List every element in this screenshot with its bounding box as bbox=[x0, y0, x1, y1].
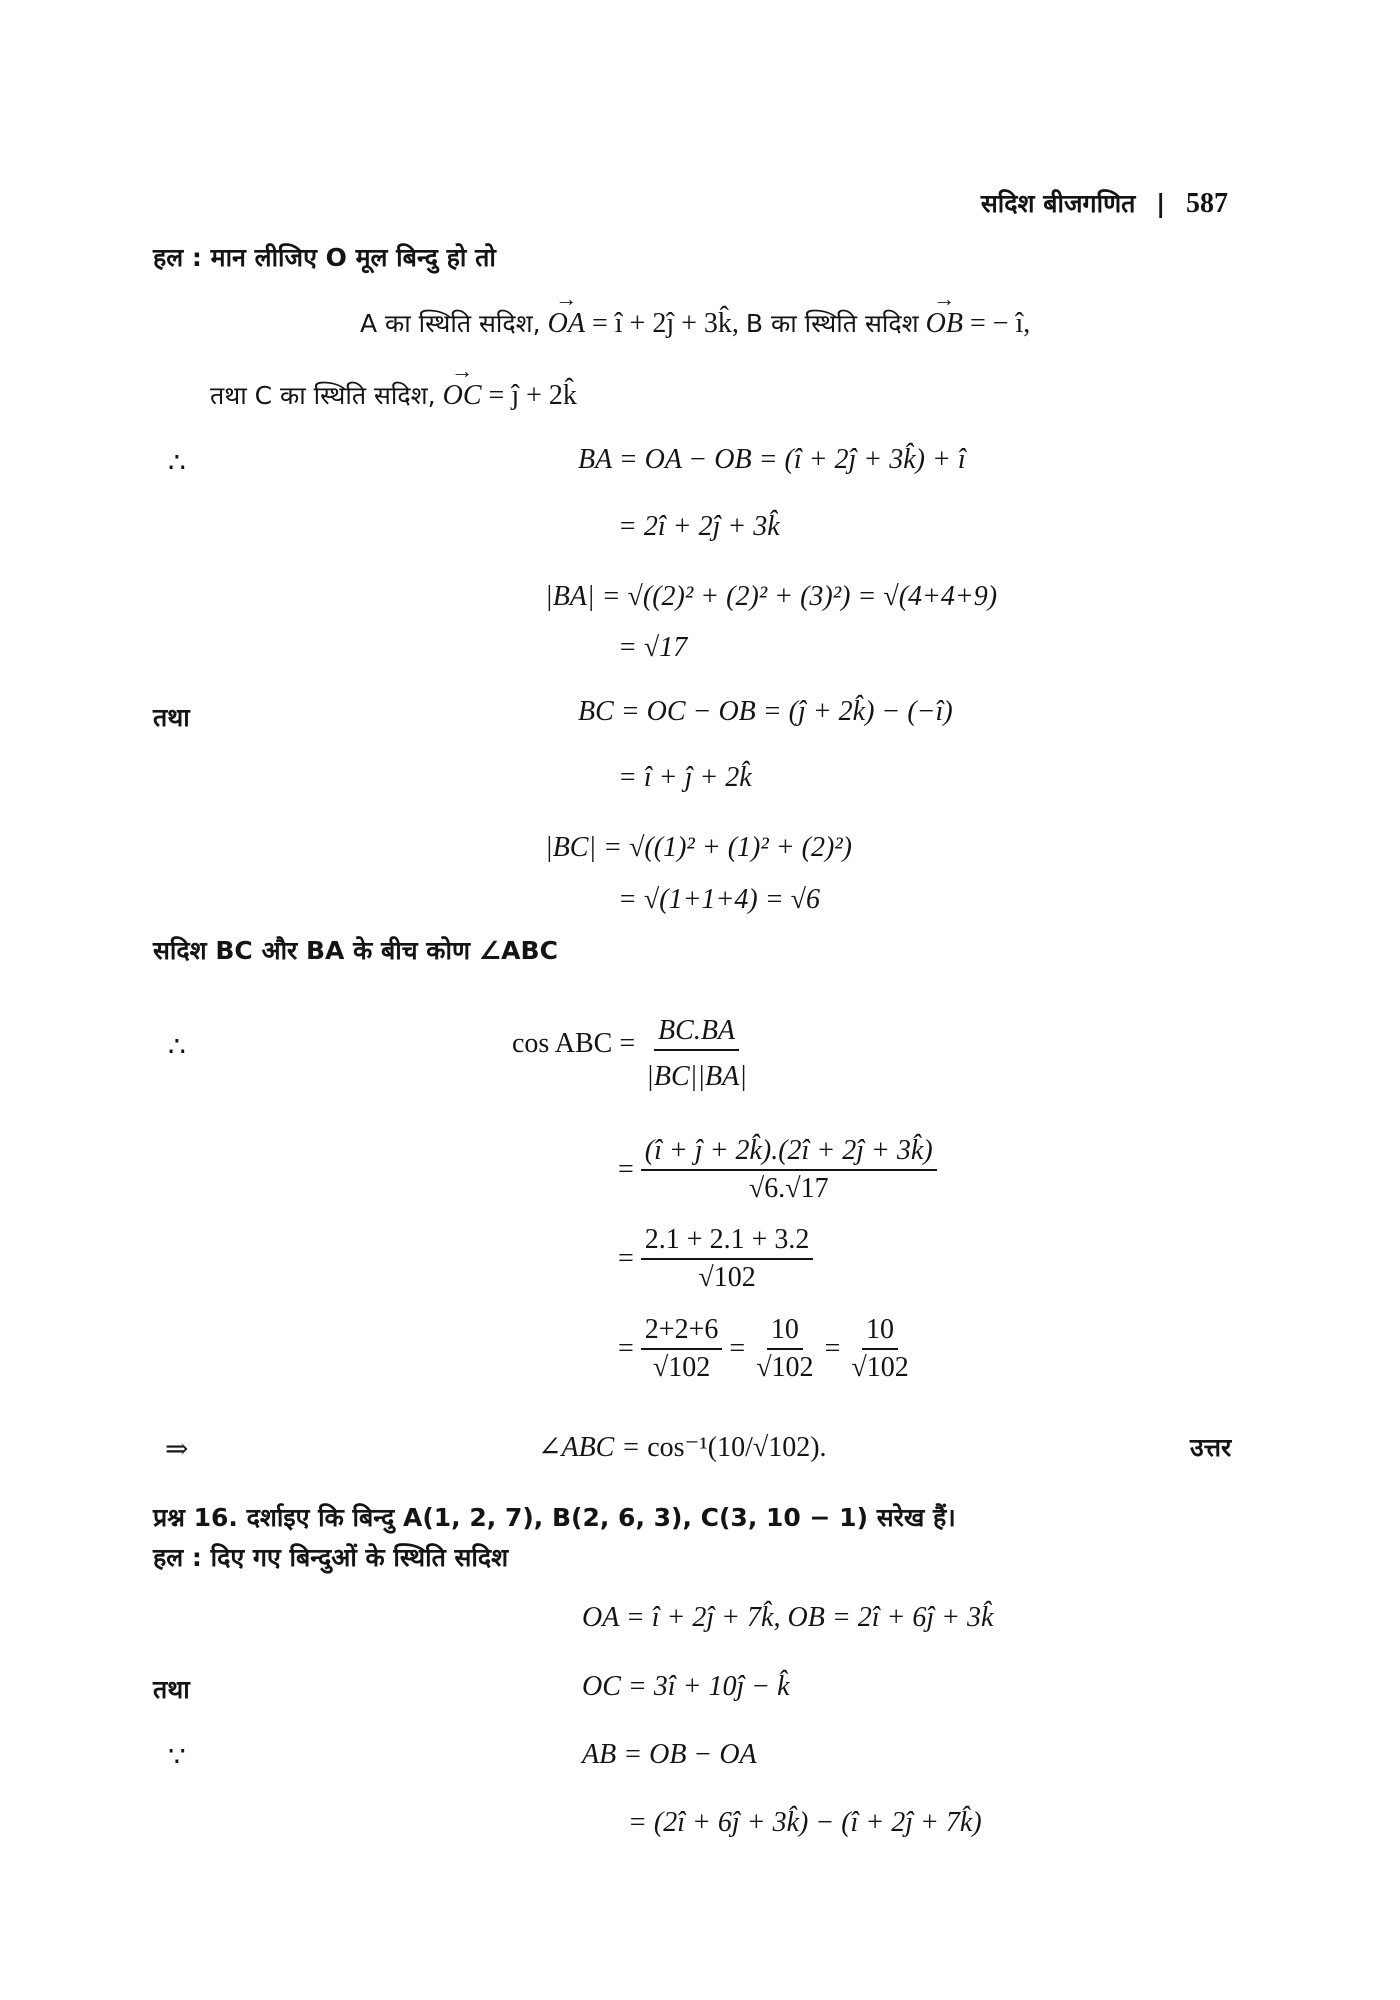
position-vector-a-line bbox=[360, 306, 1030, 340]
step-2: = $\frac{2.1 + 2.1 + 3.2}{√102}$ bbox=[618, 1224, 813, 1294]
therefore-symbol: ∴ bbox=[168, 448, 186, 479]
step-3: = $\frac{2+2+6}{√102}$ = $\frac{10}{√102}$ = $\frac{10}{√102}$ bbox=[618, 1314, 913, 1384]
oa-ob-line: OA = î + 2ĵ + 7k̂, OB = 2î + 6ĵ + 3k̂ bbox=[582, 1602, 994, 1633]
step-1: = $\frac{(î + ĵ + 2k̂).(2î + 2ĵ + 3k̂)}{√6.√17}$ bbox=[618, 1135, 937, 1205]
step-1-numerator: (î + ĵ + 2k̂).(2î + 2ĵ + 3k̂) bbox=[641, 1135, 937, 1171]
oc-line: OC = 3î + 10ĵ − k̂ bbox=[582, 1671, 790, 1702]
step-3-fraction-b: $\frac{10}{√102}$ bbox=[756, 1314, 814, 1383]
page-number: 587 bbox=[1186, 188, 1228, 219]
ba-result: = 2î + 2ĵ + 3k̂ bbox=[618, 511, 780, 542]
final-lhs: ∠ABC = bbox=[538, 1432, 641, 1463]
position-a-prefix: A का स्थिति सदिश, bbox=[360, 309, 541, 338]
final-result bbox=[538, 1430, 827, 1464]
step-2-fraction bbox=[641, 1224, 814, 1294]
ob-expression: = − î, bbox=[969, 308, 1031, 339]
step-1-denominator: √6.√17 bbox=[748, 1173, 829, 1204]
step-3-fraction-a: $\frac{2+2+6}{√102}$ bbox=[641, 1314, 723, 1384]
ba-magnitude: |BA| = √((2)² + (2)² + (3)²) = √(4+4+9) bbox=[545, 581, 998, 612]
tatha-label-2: तथा bbox=[153, 1675, 190, 1704]
therefore-symbol-2: ∴ bbox=[168, 1032, 186, 1063]
position-vector-c-line bbox=[210, 378, 577, 412]
step-3-fraction-c: $\frac{10}{√102}$ bbox=[851, 1314, 909, 1383]
step-1-fraction bbox=[641, 1135, 937, 1205]
running-header bbox=[981, 186, 1228, 220]
answer-label: उत्तर bbox=[1190, 1433, 1232, 1462]
final-rhs: cos⁻¹(10/√102). bbox=[647, 1432, 827, 1463]
bc-line: BC = OC − OB = (ĵ + 2k̂) − (−î) bbox=[578, 696, 953, 727]
cos-fraction bbox=[642, 995, 751, 1093]
position-c-prefix: तथा C का स्थिति सदिश, bbox=[210, 381, 436, 410]
solution-intro: हल : मान लीजिए O मूल बिन्दु हो तो bbox=[153, 243, 496, 272]
angle-intro: सदिश BC और BA के बीच कोण ∠ABC bbox=[153, 936, 558, 965]
ba-magnitude-result: = √17 bbox=[618, 632, 688, 663]
implies-symbol: ⇒ bbox=[165, 1434, 189, 1465]
bc-magnitude: |BC| = √((1)² + (1)² + (2)²) bbox=[545, 832, 853, 863]
position-b-prefix: B का स्थिति सदिश bbox=[745, 309, 919, 338]
ab-expansion: = (2î + 6ĵ + 3k̂) − (î + 2ĵ + 7k̂) bbox=[628, 1807, 982, 1838]
oa-expression: = î + 2ĵ + 3k̂, bbox=[591, 308, 739, 339]
question-16-solution-intro: हल : दिए गए बिन्दुओं के स्थिति सदिश bbox=[153, 1543, 509, 1572]
cos-denominator: |BC||BA| bbox=[646, 1061, 747, 1092]
cos-lhs: cos ABC = bbox=[512, 1028, 636, 1059]
vector-ob: → OB bbox=[926, 308, 963, 340]
cos-numerator: BC.BA bbox=[654, 995, 739, 1051]
step-2-numerator: 2.1 + 2.1 + 3.2 bbox=[641, 1224, 814, 1260]
ba-line: BA = OA − OB = (î + 2ĵ + 3k̂) + î bbox=[578, 444, 966, 475]
cos-formula bbox=[512, 995, 751, 1093]
because-symbol: ∵ bbox=[168, 1742, 186, 1773]
step-2-denominator: √102 bbox=[698, 1262, 756, 1293]
tatha-label-1: तथा bbox=[153, 703, 190, 732]
bc-result: = î + ĵ + 2k̂ bbox=[618, 762, 752, 793]
oc-expression: = ĵ + 2k̂ bbox=[488, 380, 577, 411]
chapter-title: सदिश बीजगणित bbox=[980, 189, 1136, 218]
vector-oa: → OA bbox=[548, 308, 585, 340]
vector-oc: → OC bbox=[443, 380, 482, 412]
bc-magnitude-result: = √(1+1+4) = √6 bbox=[618, 884, 820, 915]
ab-line: AB = OB − OA bbox=[582, 1739, 757, 1770]
header-separator: | bbox=[1156, 189, 1166, 218]
question-16-title: प्रश्न 16. दर्शाइए कि बिन्दु A(1, 2, 7), B(2, 6, 3), C(3, 10 − 1) सरेख हैं। bbox=[153, 1503, 956, 1532]
